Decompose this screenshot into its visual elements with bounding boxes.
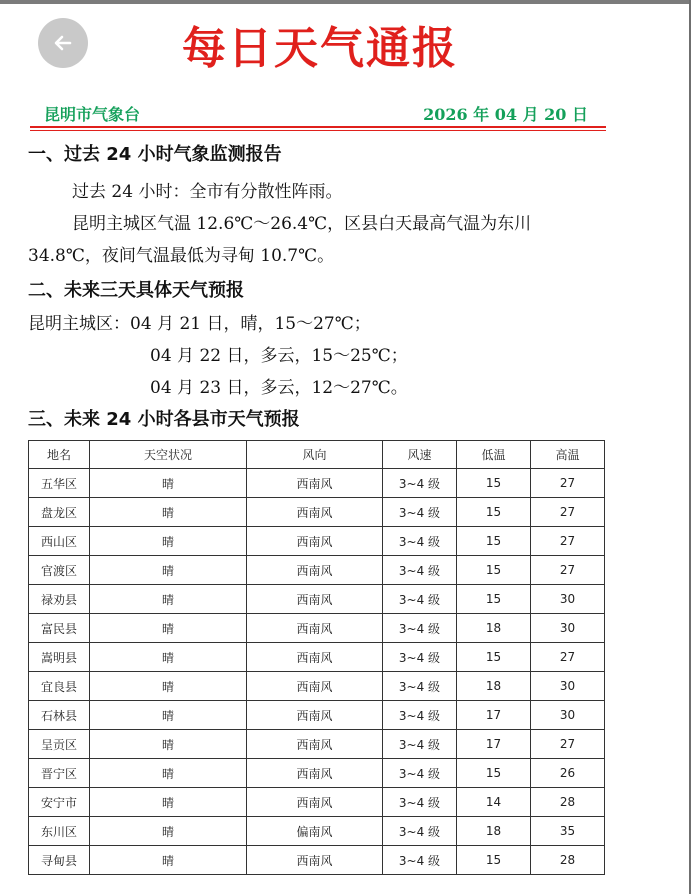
cell-wind-direction: 西南风: [247, 759, 383, 788]
cell-low-temp: 14: [457, 788, 531, 817]
cell-high-temp: 27: [531, 643, 605, 672]
cell-location: 寻甸县: [29, 846, 90, 875]
table-row: [29, 643, 605, 672]
cell-wind-speed: 3~4 级: [383, 846, 457, 875]
section2-line2: 04 月 22 日，多云，15～25℃；: [150, 346, 408, 366]
column-header-low-temp: 低温: [457, 441, 531, 469]
cell-location: 西山区: [29, 527, 90, 556]
cell-low-temp: 18: [457, 614, 531, 643]
cell-high-temp: 30: [531, 672, 605, 701]
cell-wind-speed: 3~4 级: [383, 701, 457, 730]
cell-wind-direction: 西南风: [247, 643, 383, 672]
cell-low-temp: 15: [457, 759, 531, 788]
cell-wind-speed: 3~4 级: [383, 759, 457, 788]
cell-wind-speed: 3~4 级: [383, 817, 457, 846]
cell-location: 宜良县: [29, 672, 90, 701]
cell-high-temp: 27: [531, 469, 605, 498]
cell-sky: 晴: [90, 846, 247, 875]
cell-sky: 晴: [90, 498, 247, 527]
section1-line2: 昆明主城区气温 12.6℃～26.4℃，区县白天最高气温为东川: [72, 214, 532, 234]
cell-low-temp: 17: [457, 701, 531, 730]
cell-wind-speed: 3~4 级: [383, 498, 457, 527]
table-row: [29, 846, 605, 875]
cell-high-temp: 30: [531, 585, 605, 614]
cell-high-temp: 27: [531, 730, 605, 759]
cell-wind-speed: 3~4 级: [383, 672, 457, 701]
header-divider-thick: [30, 126, 606, 128]
cell-wind-speed: 3~4 级: [383, 643, 457, 672]
cell-wind-direction: 西南风: [247, 556, 383, 585]
cell-sky: 晴: [90, 672, 247, 701]
cell-location: 盘龙区: [29, 498, 90, 527]
cell-high-temp: 27: [531, 527, 605, 556]
table-row: [29, 614, 605, 643]
cell-high-temp: 30: [531, 701, 605, 730]
cell-low-temp: 18: [457, 817, 531, 846]
cell-sky: 晴: [90, 643, 247, 672]
cell-sky: 晴: [90, 614, 247, 643]
cell-wind-direction: 西南风: [247, 498, 383, 527]
cell-high-temp: 27: [531, 498, 605, 527]
issuing-organization: 昆明市气象台: [44, 105, 141, 124]
column-header-wind-speed: 风速: [383, 441, 457, 469]
cell-sky: 晴: [90, 817, 247, 846]
cell-low-temp: 15: [457, 846, 531, 875]
table-row: [29, 672, 605, 701]
cell-location: 呈贡区: [29, 730, 90, 759]
cell-location: 石林县: [29, 701, 90, 730]
cell-location: 五华区: [29, 469, 90, 498]
section2-line3: 04 月 23 日，多云，12～27℃。: [150, 378, 408, 398]
page-title: 每日天气通报: [182, 23, 458, 74]
cell-low-temp: 15: [457, 527, 531, 556]
column-header-wind-direction: 风向: [247, 441, 383, 469]
cell-wind-speed: 3~4 级: [383, 730, 457, 759]
cell-sky: 晴: [90, 730, 247, 759]
cell-wind-direction: 西南风: [247, 701, 383, 730]
cell-wind-direction: 西南风: [247, 585, 383, 614]
cell-location: 禄劝县: [29, 585, 90, 614]
cell-low-temp: 17: [457, 730, 531, 759]
cell-low-temp: 15: [457, 498, 531, 527]
cell-wind-speed: 3~4 级: [383, 469, 457, 498]
cell-sky: 晴: [90, 759, 247, 788]
cell-low-temp: 15: [457, 469, 531, 498]
section2-heading: 二、未来三天具体天气预报: [28, 280, 244, 301]
section3-heading: 三、未来 24 小时各县市天气预报: [28, 409, 300, 430]
cell-wind-direction: 西南风: [247, 846, 383, 875]
section2-line1: 昆明主城区：04 月 21 日，晴，15～27℃；: [28, 314, 371, 334]
cell-high-temp: 27: [531, 556, 605, 585]
cell-sky: 晴: [90, 701, 247, 730]
cell-sky: 晴: [90, 469, 247, 498]
table-row: [29, 817, 605, 846]
cell-low-temp: 18: [457, 672, 531, 701]
section1-heading: 一、过去 24 小时气象监测报告: [28, 144, 282, 165]
cell-wind-direction: 西南风: [247, 730, 383, 759]
column-header-location: 地名: [29, 441, 90, 469]
cell-high-temp: 26: [531, 759, 605, 788]
table-row: [29, 556, 605, 585]
table-row: [29, 469, 605, 498]
cell-sky: 晴: [90, 585, 247, 614]
header-divider-thin: [30, 130, 606, 131]
cell-location: 晋宁区: [29, 759, 90, 788]
cell-high-temp: 35: [531, 817, 605, 846]
column-header-high-temp: 高温: [531, 441, 605, 469]
cell-low-temp: 15: [457, 585, 531, 614]
cell-sky: 晴: [90, 556, 247, 585]
section1-line1: 过去 24 小时：全市有分散性阵雨。: [72, 182, 343, 202]
cell-wind-direction: 西南风: [247, 527, 383, 556]
cell-wind-speed: 3~4 级: [383, 788, 457, 817]
table-row: [29, 759, 605, 788]
window-top-border: [0, 0, 691, 4]
cell-wind-direction: 西南风: [247, 788, 383, 817]
issue-date: 2026 年 04 月 20 日: [423, 105, 588, 124]
cell-location: 嵩明县: [29, 643, 90, 672]
cell-wind-speed: 3~4 级: [383, 614, 457, 643]
cell-wind-direction: 偏南风: [247, 817, 383, 846]
table-header-row: [29, 441, 605, 469]
cell-wind-speed: 3~4 级: [383, 527, 457, 556]
column-header-sky: 天空状况: [90, 441, 247, 469]
cell-wind-speed: 3~4 级: [383, 556, 457, 585]
cell-wind-direction: 西南风: [247, 614, 383, 643]
cell-wind-direction: 西南风: [247, 469, 383, 498]
county-forecast-table: [28, 440, 605, 875]
table-row: [29, 527, 605, 556]
table-row: [29, 585, 605, 614]
cell-high-temp: 28: [531, 788, 605, 817]
cell-location: 官渡区: [29, 556, 90, 585]
table-row: [29, 498, 605, 527]
cell-wind-speed: 3~4 级: [383, 585, 457, 614]
cell-low-temp: 15: [457, 643, 531, 672]
section1-line3: 34.8℃，夜间气温最低为寻甸 10.7℃。: [28, 246, 335, 266]
cell-location: 富民县: [29, 614, 90, 643]
table-row: [29, 701, 605, 730]
cell-wind-direction: 西南风: [247, 672, 383, 701]
cell-high-temp: 28: [531, 846, 605, 875]
cell-high-temp: 30: [531, 614, 605, 643]
cell-location: 东川区: [29, 817, 90, 846]
table-row: [29, 730, 605, 759]
cell-location: 安宁市: [29, 788, 90, 817]
cell-sky: 晴: [90, 527, 247, 556]
table-row: [29, 788, 605, 817]
cell-sky: 晴: [90, 788, 247, 817]
cell-low-temp: 15: [457, 556, 531, 585]
